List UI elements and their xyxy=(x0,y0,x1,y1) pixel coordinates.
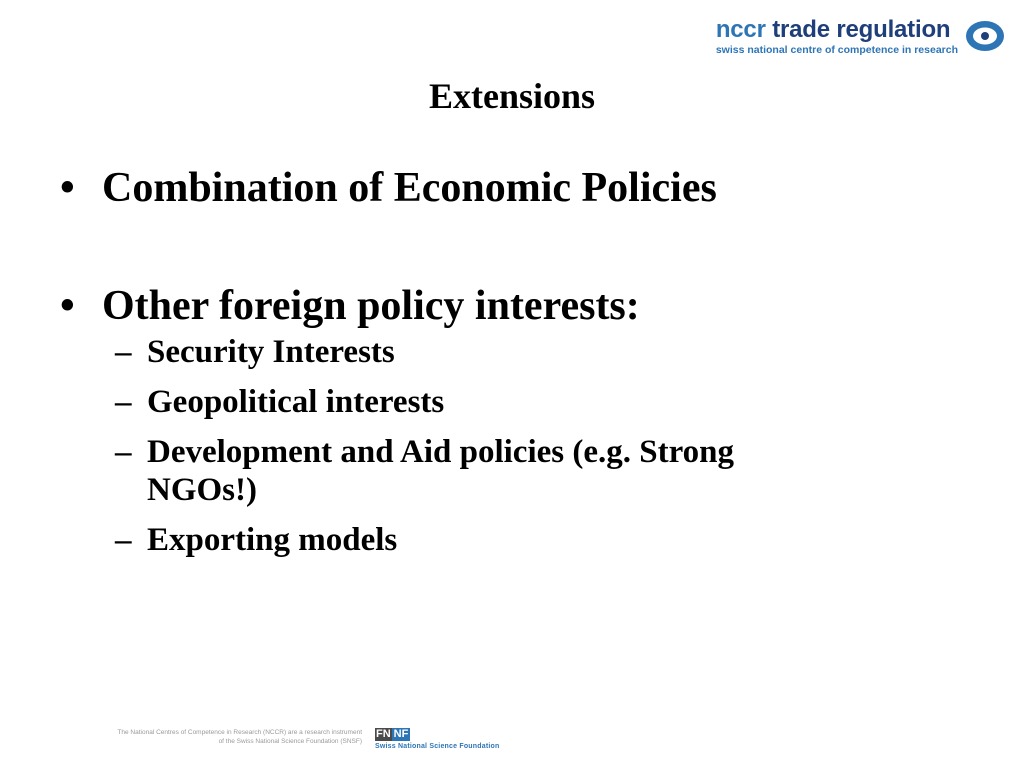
bullet-item xyxy=(60,281,960,331)
logo-main-text xyxy=(716,16,958,44)
sub-bullet-text: Exporting models xyxy=(147,522,398,558)
bullet-text: Other foreign policy interests: xyxy=(102,283,640,329)
sub-bullet-marker: – xyxy=(115,334,132,370)
sub-bullet-item xyxy=(115,521,835,559)
bullet-marker: • xyxy=(60,165,75,211)
sub-bullet-marker: – xyxy=(115,522,132,558)
bullet-item xyxy=(60,163,960,213)
sub-bullet-text: Geopolitical interests xyxy=(147,384,445,420)
sub-bullet-marker: – xyxy=(115,434,132,470)
snf-badge xyxy=(375,728,499,741)
bullet-marker: • xyxy=(60,283,75,329)
slide-title: Extensions xyxy=(428,76,596,116)
bullet-list xyxy=(60,163,960,559)
logo-text xyxy=(716,16,958,56)
nccr-logo xyxy=(716,16,1006,56)
sub-bullet-text: Development and Aid policies (e.g. Strong NGOs!) xyxy=(147,434,734,508)
snf-badge-right: NF xyxy=(393,728,409,740)
sub-bullet-item xyxy=(115,333,835,371)
snf-name: Swiss National Science Foundation xyxy=(375,743,500,750)
logo-nccr: nccr xyxy=(715,16,766,43)
snf-logo xyxy=(375,728,499,751)
sub-bullet-list xyxy=(60,333,960,559)
sub-bullet-marker: – xyxy=(115,384,132,420)
sub-bullet-item xyxy=(115,383,835,421)
logo-subtitle: swiss national centre of competence in research xyxy=(715,44,958,56)
eye-icon xyxy=(964,18,1006,54)
bullet-text: Combination of Economic Policies xyxy=(102,165,717,211)
footer-line-2: of the Swiss National Science Foundation (SNSF) xyxy=(218,738,362,745)
logo-trade-regulation: trade regulation xyxy=(772,16,951,43)
snf-badge-left: FN xyxy=(376,728,391,740)
footer-note xyxy=(62,728,362,746)
sub-bullet-text: Security Interests xyxy=(147,334,395,370)
sub-bullet-item xyxy=(115,433,835,509)
footer-line-1: The National Centres of Competence in Research (NCCR) are a research instrument xyxy=(117,729,362,736)
